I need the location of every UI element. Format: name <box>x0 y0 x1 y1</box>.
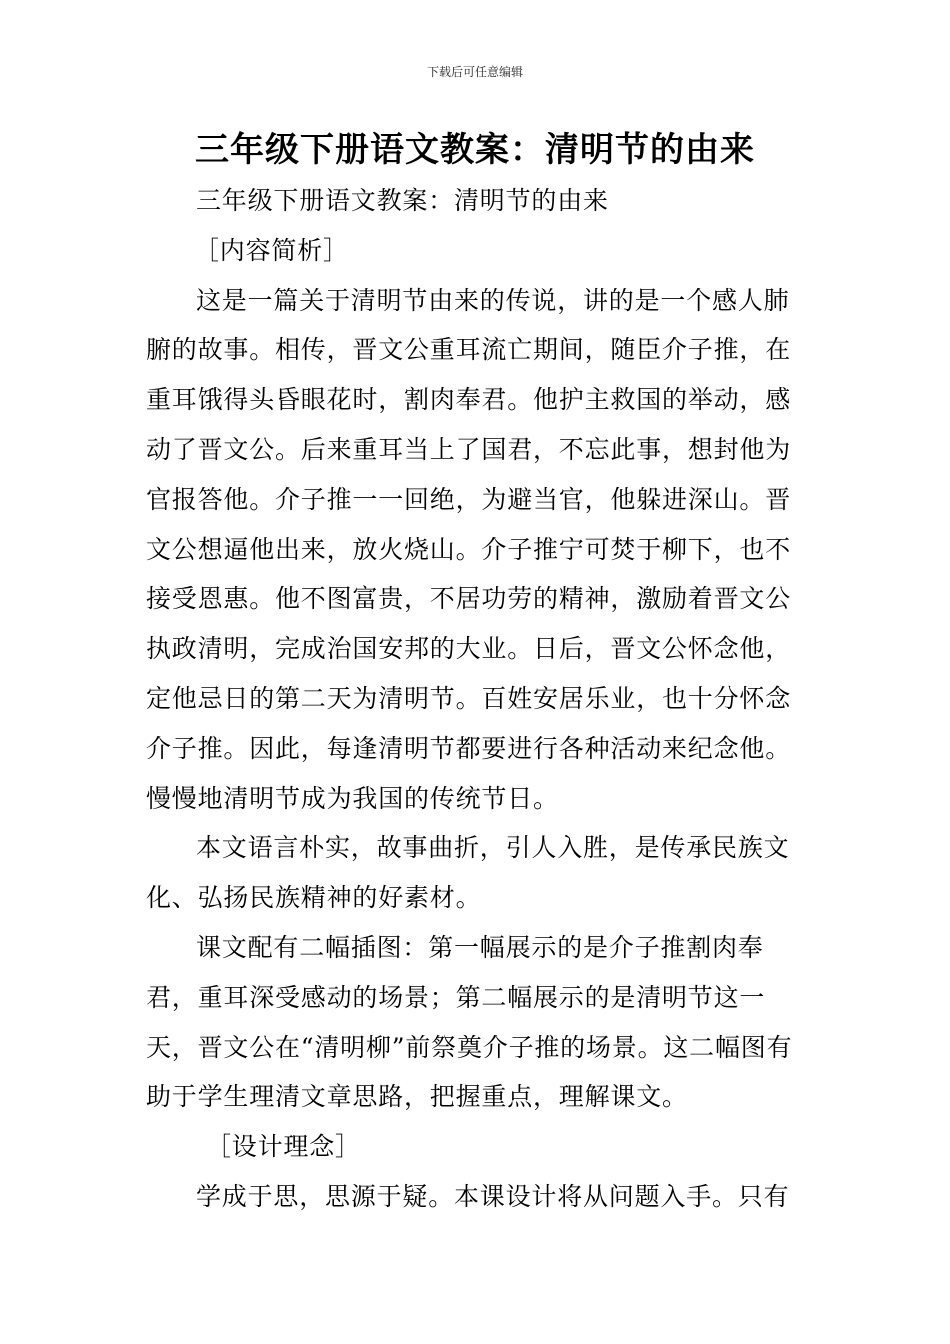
paragraph-story: 这是一篇关于清明节由来的传说，讲的是一个感人肺腑的故事。相传，晋文公重耳流亡期间，随臣介子推，在重耳饿得头昏眼花时，割肉奉君。他护主救国的举动，感动了晋文公。后来重耳当上了国君，不忘此事，想封他为官报答他。介子推一一回绝，为避当官，他躲进深山。晋文公想逼他出来，放火烧山。介子推宁可焚于柳下，也不接受恩惠。他不图富贵，不居功劳的精神，激励着晋文公执政清明，完成治国安邦的大业。日后，晋文公怀念他，定他忌日的第二天为清明节。百姓安居乐业，也十分怀念介子推。因此，每逢清明节都要进行各种活动来纪念他。慢慢地清明节成为我国的传统节日。 <box>146 285 792 813</box>
document-subtitle: 三年级下册语文教案：清明节的由来 <box>196 186 609 215</box>
paragraph-design: 学成于思，思源于疑。本课设计将从问题入手。只有 <box>196 1181 790 1211</box>
page-title: 三年级下册语文教案：清明节的由来 <box>195 130 755 170</box>
section-heading-design-concept: ［设计理念］ <box>206 1132 361 1162</box>
document-body <box>146 176 810 1222</box>
section-heading-content-analysis: ［内容简析］ <box>194 235 349 265</box>
paragraph-illustrations: 课文配有二幅插图：第一幅展示的是介子推割肉奉君，重耳深受感动的场景；第二幅展示的是清明节这一天，晋文公在“清明柳”前祭奠介子推的场景。这二幅图有助于学生理清文章思路，把握重点，理解课文。 <box>146 932 793 1112</box>
paragraph-language: 本文语言朴实，故事曲折，引人入胜，是传承民族文化、弘扬民族精神的好素材。 <box>146 833 790 913</box>
header-note: 下载后可任意编辑 <box>426 65 523 79</box>
